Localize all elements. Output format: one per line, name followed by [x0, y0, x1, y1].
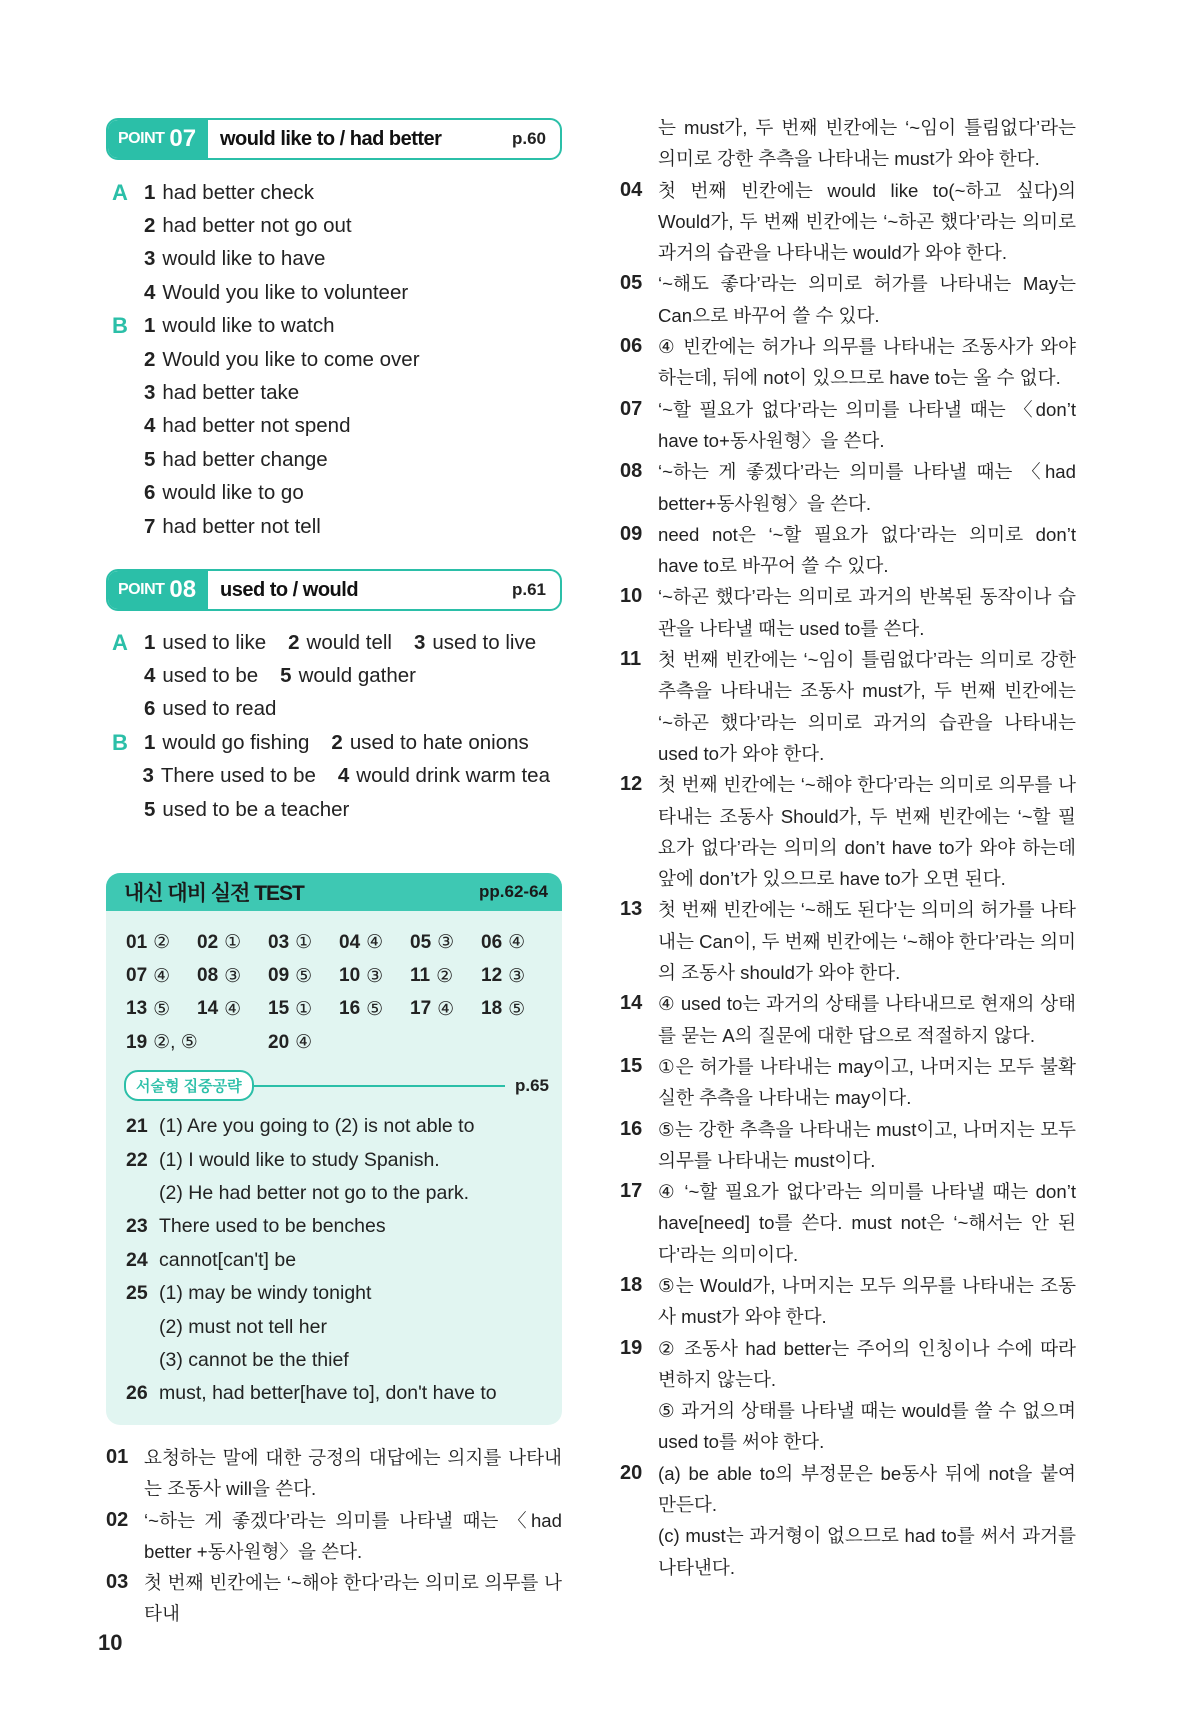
answer-number: 11	[410, 965, 431, 987]
subjective-item	[126, 1143, 551, 1176]
explanations-left	[106, 1442, 562, 1630]
explanation-item	[620, 1051, 1076, 1114]
explanation-item	[620, 1458, 1076, 1583]
item-number: 3	[413, 630, 426, 654]
answer-item	[144, 214, 352, 238]
answer-choice: ④	[295, 1032, 313, 1054]
answer-item	[144, 697, 276, 721]
answer-item	[414, 631, 536, 655]
point-title: would like to / had better	[220, 127, 442, 150]
answer-grid	[126, 926, 546, 1060]
section-letter: B	[112, 729, 128, 755]
item-text: had better not go out	[162, 214, 352, 238]
answer-cell	[197, 926, 268, 959]
item-number: 2	[288, 630, 300, 654]
explanation-item	[620, 175, 1076, 269]
explanation-text: ‘~해도 좋다’라는 의미로 허가를 나타내는 May는 Can으로 바꾸어 쓸 수 있다.	[658, 273, 1076, 326]
answer-choice: ②	[153, 932, 171, 954]
answer-number: 08	[197, 965, 219, 987]
explanation-body	[658, 175, 1076, 269]
explanation-body	[658, 581, 1076, 644]
explanation-text: 첫 번째 빈칸에는 ‘~해야 한다’라는 의미로 의무를 나타내	[144, 1572, 562, 1625]
item-text: used to be	[162, 664, 259, 688]
subjective-item	[126, 1344, 551, 1377]
item-text: used to like	[162, 630, 267, 654]
explanation-body	[144, 1567, 562, 1630]
answer-number: 12	[481, 965, 503, 987]
explanation-body	[658, 394, 1076, 457]
explanation-text: need not은 ‘~할 필요가 없다’라는 의미로 don’t have to로 바꾸어 쓸 수 있다.	[658, 523, 1076, 577]
explanation-number: 20	[620, 1461, 643, 1484]
answer-number: 01	[126, 931, 148, 953]
explanation-body	[144, 1442, 562, 1505]
answer-item	[144, 481, 304, 505]
point-07-header	[106, 118, 562, 160]
answer-number: 02	[197, 931, 219, 953]
item-number: 4	[144, 280, 156, 304]
subjective-item	[126, 1277, 551, 1310]
subjective-header	[124, 1070, 549, 1101]
answer-row	[112, 659, 572, 692]
point-number: 08	[169, 576, 197, 603]
explanation-item	[620, 1176, 1076, 1270]
answer-choice: ①	[295, 998, 313, 1020]
explanation-number: 02	[106, 1508, 129, 1531]
answer-item	[280, 664, 416, 688]
explanation-item	[106, 1567, 562, 1630]
answer-row	[112, 176, 572, 209]
answer-item	[144, 515, 321, 539]
answer-choice: ③	[366, 965, 384, 987]
answer-choice: ②, ⑤	[153, 1032, 198, 1054]
explanation-item	[620, 988, 1076, 1051]
explanation-text: ④ used to는 과거의 상태를 나타내므로 현재의 상태를 묻는 A의 질문에 대한 답으로 적절하지 않다.	[658, 993, 1076, 1046]
explanation-text: ‘~하는 게 좋겠다’라는 의미를 나타낼 때는 〈had better+동사원형〉을 쓴다.	[658, 461, 1076, 514]
item-text: used to live	[432, 630, 537, 654]
explanation-text: ①은 허가를 나타내는 may이고, 나머지는 모두 불확실한 추측을 나타내는 may이다.	[658, 1055, 1076, 1109]
answer-choice: ①	[295, 932, 313, 954]
item-text: had better not tell	[162, 514, 321, 538]
explanation-body	[658, 1458, 1076, 1583]
answer-choice: ④	[366, 932, 384, 954]
answer-item	[144, 664, 258, 688]
answer-number: 05	[410, 931, 432, 953]
answer-cell	[410, 926, 481, 959]
explanation-item	[620, 112, 1076, 175]
item-text: had better check	[162, 180, 314, 204]
explanation-number: 19	[620, 1336, 643, 1359]
practice-test-box	[106, 873, 562, 1425]
explanation-body	[658, 1333, 1076, 1458]
explanation-number: 13	[620, 898, 643, 921]
answer-choice: ⑤	[295, 965, 313, 987]
explanation-text: ‘~할 필요가 없다’라는 의미를 나타낼 때는 〈don’t have to+동사원형〉을 쓴다.	[658, 398, 1076, 451]
answer-number: 09	[268, 965, 290, 987]
answer-item	[144, 731, 309, 755]
explanation-number: 10	[620, 585, 643, 608]
answer-choice: ①	[224, 932, 242, 954]
item-number: 1	[144, 180, 156, 204]
point-number: 07	[169, 125, 197, 152]
subjective-item	[126, 1110, 551, 1143]
point-page: p.61	[511, 580, 546, 599]
explanation-body	[658, 1270, 1076, 1333]
explanation-body	[658, 988, 1076, 1051]
item-number: 21	[126, 1115, 148, 1138]
subjective-answers	[126, 1110, 551, 1411]
answer-number: 07	[126, 965, 148, 987]
point-page: p.60	[511, 129, 546, 148]
item-number: 6	[144, 481, 156, 505]
explanation-item	[620, 769, 1076, 894]
answer-row	[112, 310, 572, 343]
explanation-body	[658, 519, 1076, 582]
explanation-number: 11	[620, 648, 642, 671]
subjective-item	[126, 1310, 551, 1343]
answer-cell	[268, 993, 339, 1026]
explanation-text: 첫 번째 빈칸에는 would like to(~하고 싶다)의 Would가, 두 번째 빈칸에는 ‘~하곤 했다’라는 의미로 과거의 습관을 나타내는 would가 와야 한다.	[658, 179, 1076, 264]
item-number: 1	[144, 730, 156, 754]
answer-item	[142, 764, 315, 788]
answer-row	[112, 410, 572, 443]
explanation-number: 15	[620, 1054, 643, 1077]
answer-choice: ④	[153, 965, 171, 987]
answer-cell	[126, 1026, 268, 1059]
explanation-number: 14	[620, 992, 643, 1015]
answer-item	[331, 731, 528, 755]
answer-choice: ⑤	[153, 998, 171, 1020]
answer-row	[112, 276, 572, 309]
explanation-body	[658, 894, 1076, 988]
answer-cell	[126, 926, 197, 959]
answer-cell	[197, 993, 268, 1026]
item-text: Would you like to volunteer	[162, 280, 409, 304]
item-number: 4	[337, 764, 350, 788]
item-number: 24	[126, 1248, 148, 1271]
explanations-right	[620, 112, 1076, 1583]
answer-row	[112, 243, 572, 276]
explanation-body	[658, 769, 1076, 894]
explanation-item	[620, 268, 1076, 331]
explanation-item	[106, 1505, 562, 1568]
item-number: 23	[126, 1215, 148, 1238]
item-text: (2) He had better not go to the park.	[159, 1181, 470, 1204]
item-number: 3	[144, 381, 156, 405]
answer-number: 20	[268, 1031, 290, 1053]
answer-cell	[481, 959, 552, 992]
explanation-body	[658, 1176, 1076, 1270]
answer-row	[112, 443, 572, 476]
answer-number: 04	[339, 931, 361, 953]
answer-choice: ③	[508, 965, 526, 987]
answer-cell	[481, 993, 552, 1026]
explanation-number: 03	[106, 1571, 129, 1594]
item-number: 6	[144, 697, 156, 721]
item-number: 7	[144, 514, 156, 538]
answer-cell	[268, 1026, 339, 1059]
explanation-text: 는 must가, 두 번째 빈칸에는 ‘~임이 틀림없다’라는 의미로 강한 추측을 나타내는 must가 와야 한다.	[658, 117, 1076, 170]
answer-choice: ④	[508, 932, 526, 954]
answer-row	[112, 477, 572, 510]
item-text: would like to go	[162, 481, 304, 505]
answer-item	[338, 764, 550, 788]
answer-row	[112, 793, 572, 826]
explanation-text: ④ 빈칸에는 허가나 의무를 나타내는 조동사가 와야 하는데, 뒤에 not이 있으므로 have to는 올 수 없다.	[658, 336, 1076, 389]
answer-choice: ④	[224, 998, 242, 1020]
answer-item	[144, 798, 349, 822]
item-number: 3	[144, 247, 156, 271]
explanation-number: 07	[620, 397, 643, 420]
answer-number: 18	[481, 998, 503, 1020]
subjective-item	[126, 1210, 551, 1243]
answer-cell	[268, 959, 339, 992]
explanation-item	[620, 394, 1076, 457]
explanation-item	[620, 519, 1076, 582]
answer-row	[112, 376, 572, 409]
answer-number: 14	[197, 998, 219, 1020]
answer-item	[144, 631, 266, 655]
point-08-header	[106, 569, 562, 611]
item-number: 3	[142, 764, 154, 788]
item-text: used to hate onions	[349, 730, 529, 754]
item-number: 2	[144, 347, 156, 371]
explanation-body	[658, 644, 1076, 769]
explanation-number: 01	[106, 1446, 129, 1468]
explanation-item	[620, 1270, 1076, 1333]
section-letter: B	[112, 313, 128, 339]
answer-number: 15	[268, 998, 290, 1020]
subjective-item	[126, 1244, 551, 1277]
answer-item	[144, 314, 334, 338]
answer-cell	[339, 993, 410, 1026]
explanation-body	[658, 1114, 1076, 1177]
explanation-text: (c) must는 과거형이 없으므로 had to를 써서 과거를 나타낸다.	[658, 1525, 1076, 1578]
section-letter: A	[112, 179, 128, 205]
item-number: 26	[126, 1382, 148, 1405]
explanation-number	[620, 112, 658, 175]
point-label: POINT	[118, 581, 165, 598]
answer-number: 19	[126, 1031, 148, 1053]
explanation-number: 09	[620, 522, 643, 545]
answer-row	[112, 343, 572, 376]
explanation-body	[144, 1505, 562, 1568]
answer-number: 17	[410, 998, 432, 1020]
answer-number: 06	[481, 931, 503, 953]
item-text: would like to watch	[162, 314, 335, 338]
explanation-text: 요청하는 말에 대한 긍정의 대답에는 의지를 나타내는 조동사 will을 쓴다.	[144, 1447, 562, 1500]
item-text: must, had better[have to], don't have to	[159, 1382, 497, 1405]
item-text: Would you like to come over	[162, 347, 420, 371]
item-text: There used to be	[160, 764, 316, 788]
explanation-number: 17	[620, 1180, 643, 1203]
answer-row	[112, 626, 572, 659]
explanation-body	[658, 268, 1076, 331]
answer-number: 03	[268, 931, 290, 953]
explanation-body	[658, 331, 1076, 394]
answer-row	[112, 510, 572, 543]
explanation-number: 16	[620, 1117, 643, 1140]
item-text: would gather	[298, 664, 416, 688]
explanation-number: 18	[620, 1273, 643, 1296]
answer-cell	[339, 959, 410, 992]
subjective-item	[126, 1177, 551, 1210]
answer-row	[112, 693, 572, 726]
answer-cell	[268, 926, 339, 959]
answer-item	[144, 348, 420, 372]
answer-row	[112, 726, 572, 759]
item-text: (1) I would like to study Spanish.	[159, 1148, 440, 1171]
explanation-text: ④ ‘~할 필요가 없다’라는 의미를 나타낼 때는 don’t have[need] to를 쓴다. must not은 ‘~해서는 안 된다’라는 의미이다.	[658, 1181, 1076, 1265]
answer-number: 16	[339, 998, 361, 1020]
answer-choice: ③	[437, 932, 455, 954]
explanation-item	[620, 1114, 1076, 1177]
subjective-page: p.65	[514, 1075, 549, 1095]
explanation-text: (a) be able to의 부정문은 be동사 뒤에 not을 붙여 만든다.	[658, 1462, 1076, 1516]
answer-item	[144, 381, 299, 405]
section-letter: A	[112, 629, 128, 655]
item-text: had better take	[162, 381, 300, 405]
point-title: used to / would	[220, 578, 359, 601]
item-number: 4	[144, 664, 156, 688]
explanation-text: 첫 번째 빈칸에는 ‘~임이 틀림없다’라는 의미로 강한 추측을 나타내는 조동사 must가, 두 번째 빈칸에는 ‘~하곤 했다’라는 의미로 과거의 습관을 나타내는 used to가 와야 한다.	[658, 649, 1076, 764]
item-number: 5	[144, 447, 156, 471]
explanation-text: ⑤는 Would가, 나머지는 모두 의무를 나타내는 조동사 must가 와야 한다.	[658, 1274, 1076, 1328]
page-number: 10	[98, 1630, 123, 1655]
item-number: 2	[144, 214, 156, 238]
answer-item	[144, 414, 350, 438]
explanation-item	[620, 894, 1076, 988]
divider	[254, 1085, 505, 1087]
item-text: used to be a teacher	[162, 797, 350, 821]
explanation-number: 12	[620, 773, 643, 796]
subjective-item	[126, 1377, 551, 1410]
item-number: 5	[280, 664, 292, 688]
explanation-text: 첫 번째 빈칸에는 ‘~해도 된다’는 의미의 허가를 나타내는 Can이, 두 번째 빈칸에는 ‘~해야 한다’라는 의미의 조동사 should가 와야 한다.	[658, 899, 1076, 984]
item-text: had better not spend	[162, 414, 351, 438]
explanation-item	[620, 456, 1076, 519]
answer-item	[144, 281, 408, 305]
item-number: 2	[331, 730, 343, 754]
answer-row	[112, 760, 572, 793]
answer-choice: ④	[437, 998, 455, 1020]
item-text: (2) must not tell her	[159, 1315, 327, 1338]
point-badge	[108, 571, 208, 609]
answer-number: 13	[126, 998, 148, 1020]
explanation-text: ‘~하는 게 좋겠다’라는 의미를 나타낼 때는 〈had better +동사원형〉을 쓴다.	[144, 1509, 562, 1562]
answer-number: 10	[339, 965, 361, 987]
explanation-text: ‘~하곤 했다’라는 의미로 과거의 반복된 동작이나 습관을 나타낼 때는 used to를 쓴다.	[658, 586, 1076, 639]
explanation-text: ⑤는 강한 추측을 나타내는 must이고, 나머지는 모두 의무를 나타내는 must이다.	[658, 1118, 1076, 1171]
item-text: had better change	[162, 447, 328, 471]
answer-cell	[410, 959, 481, 992]
item-number: 1	[144, 314, 156, 338]
answer-choice: ⑤	[366, 998, 384, 1020]
answer-cell	[410, 993, 481, 1026]
item-text: would go fishing	[162, 730, 310, 754]
answer-cell	[126, 993, 197, 1026]
answer-item	[144, 181, 314, 205]
item-text: (3) cannot be the thief	[159, 1348, 349, 1371]
explanation-number: 08	[620, 460, 643, 483]
explanation-item	[620, 331, 1076, 394]
item-text: would like to have	[162, 247, 326, 271]
answer-item	[288, 631, 392, 655]
answer-choice: ⑤	[508, 998, 526, 1020]
test-page: pp.62-64	[479, 882, 548, 901]
item-number: 22	[126, 1148, 148, 1171]
answer-cell	[481, 926, 552, 959]
answer-item	[144, 247, 325, 271]
answer-cell	[197, 959, 268, 992]
item-text: cannot[can't] be	[159, 1248, 297, 1271]
answer-cell	[339, 926, 410, 959]
item-number: 1	[144, 630, 156, 654]
explanation-body	[658, 456, 1076, 519]
explanation-item	[620, 1333, 1076, 1458]
test-title: 내신 대비 실전 TEST	[124, 882, 304, 905]
point-label: POINT	[118, 130, 165, 147]
item-number: 4	[144, 414, 156, 438]
point-08-answers	[112, 626, 572, 826]
test-header	[106, 873, 562, 911]
explanation-item	[620, 581, 1076, 644]
answer-choice: ③	[224, 965, 242, 987]
explanation-body	[658, 1051, 1076, 1114]
answer-row	[112, 209, 572, 242]
item-number: 25	[126, 1282, 148, 1305]
explanation-number: 05	[620, 272, 643, 295]
explanation-text: ⑤ 과거의 상태를 나타낼 때는 would를 쓸 수 없으며 used to를 써야 한다.	[658, 1400, 1076, 1453]
explanation-item	[106, 1442, 562, 1505]
explanation-number: 04	[620, 178, 643, 201]
explanation-item	[620, 644, 1076, 769]
answer-item	[144, 448, 328, 472]
item-text: used to read	[162, 697, 277, 721]
subjective-label: 서술형 집중공략	[124, 1070, 254, 1101]
explanation-number: 06	[620, 335, 643, 358]
item-text: would tell	[306, 630, 392, 654]
answer-cell	[126, 959, 197, 992]
item-text: would drink warm tea	[356, 764, 550, 788]
explanation-text: 첫 번째 빈칸에는 ‘~해야 한다’라는 의미로 의무를 나타내는 조동사 Should가, 두 번째 빈칸에는 ‘~할 필요가 없다’라는 의미의 don’t have to가 와야 하는데 앞에 don’t가 있으므로 have to가 오면 된다.	[658, 774, 1076, 890]
explanation-text: ② 조동사 had better는 주어의 인칭이나 수에 따라 변하지 않는다.	[658, 1337, 1076, 1390]
point-07-answers	[112, 176, 572, 543]
item-number: 5	[144, 797, 156, 821]
explanation-body	[658, 112, 1076, 175]
point-badge	[108, 120, 208, 158]
answer-choice: ②	[436, 965, 454, 987]
item-text: (1) Are you going to (2) is not able to	[159, 1115, 475, 1138]
item-text: (1) may be windy tonight	[159, 1282, 372, 1305]
item-text: There used to be benches	[159, 1215, 386, 1238]
